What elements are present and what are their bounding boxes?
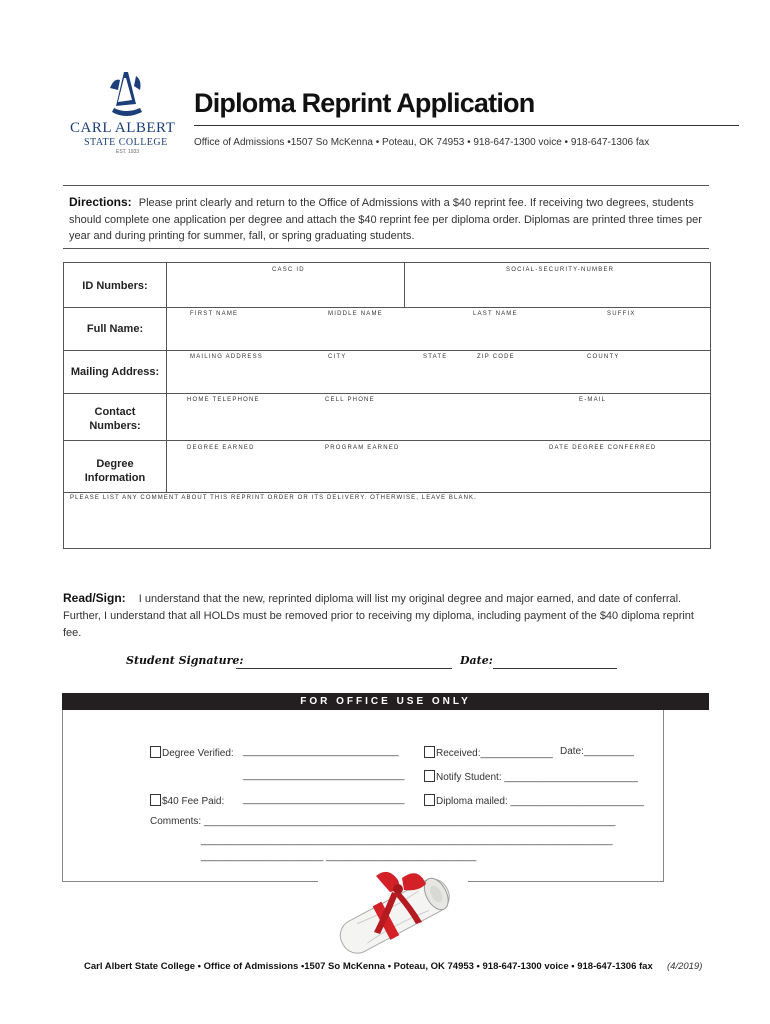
contact-numbers-label: Contact Numbers: [89, 406, 141, 432]
comment-field[interactable]: PLEASE LIST ANY COMMENT ABOUT THIS REPRINT ORDER OR ITS DELIVERY. OTHERWISE, LEAVE BLANK. [70, 495, 477, 501]
directions-bottom-rule [63, 248, 709, 249]
degree-earned-field[interactable]: DEGREE EARNED [187, 445, 255, 451]
form-revision-date: (4/2019) [667, 961, 703, 972]
student-signature-label: Student Signature: [126, 654, 244, 667]
date-label: Date: [460, 654, 493, 667]
directions-label: Directions: [69, 195, 132, 209]
fee-paid-checkbox[interactable] [150, 794, 161, 806]
notify-student-checkbox[interactable] [424, 770, 435, 782]
date-conferred-field[interactable]: DATE DEGREE CONFERRED [549, 445, 657, 451]
notify-student-item[interactable]: Notify Student: ________________________ [424, 770, 638, 783]
middle-name-field[interactable]: MIDDLE NAME [328, 311, 383, 317]
student-signature-line[interactable] [236, 668, 452, 669]
casc-id-field[interactable]: CASC ID [272, 267, 305, 273]
degree-information-label: Degree Information [84, 458, 146, 484]
comments-line-3: ______________________ ___________________________ [201, 851, 477, 862]
fee-paid-item[interactable]: $40 Fee Paid: [150, 794, 224, 807]
comments-line-2: __________________________________________________________________________ [201, 835, 613, 846]
read-sign-section [63, 590, 708, 642]
application-form [63, 262, 711, 549]
mailing-address-field[interactable]: MAILING ADDRESS [190, 354, 264, 360]
county-field[interactable]: COUNTY [587, 354, 620, 360]
footer-address: Carl Albert State College • Office of Admissions •1507 So McKenna • Poteau, OK 74953 • 918-647-1300 voice • 918-647-1306 fax [84, 961, 653, 972]
state-field[interactable]: STATE [423, 354, 448, 360]
last-name-field[interactable]: LAST NAME [473, 311, 518, 317]
city-field[interactable]: CITY [328, 354, 347, 360]
extra-line: _____________________________ [243, 770, 405, 781]
directions-top-rule [63, 185, 709, 186]
degree-verified-item[interactable]: Degree Verified: [150, 746, 234, 759]
received-checkbox[interactable] [424, 746, 435, 758]
received-item[interactable]: Received:_____________ [424, 746, 553, 759]
diploma-scroll-icon [318, 862, 468, 964]
logo-college-subname: STATE COLLEGE [84, 137, 168, 148]
read-sign-text: I understand that the new, reprinted diploma will list my original degree and major earned, and date of conferral. Further, I understand that all HOLDs must be removed prior to receiving my diploma, including payment of the $40 diploma reprint fee. [63, 593, 694, 639]
logo-established: EST. 1933 [116, 149, 140, 155]
diploma-mailed-item[interactable]: Diploma mailed: ________________________ [424, 794, 644, 807]
email-field[interactable]: E-MAIL [579, 397, 607, 403]
program-earned-field[interactable]: PROGRAM EARNED [325, 445, 400, 451]
suffix-field[interactable]: SUFFIX [607, 311, 636, 317]
office-use-header: FOR OFFICE USE ONLY [62, 693, 709, 710]
diploma-mailed-checkbox[interactable] [424, 794, 435, 806]
mailing-address-label: Mailing Address: [70, 366, 160, 378]
signature-date-line[interactable] [493, 668, 617, 669]
home-telephone-field[interactable]: HOME TELEPHONE [187, 397, 260, 403]
ssn-field[interactable]: SOCIAL-SECURITY-NUMBER [506, 267, 615, 273]
directions-section [69, 194, 711, 245]
directions-text: Please print clearly and return to the Office of Admissions with a $40 reprint fee. If receiving two degrees, students should complete one application per degree and attach the $40 reprint fee per diploma order. Diplomas are printed three times per year and during printing for summer, fall, or spring graduating students. [69, 197, 702, 242]
title-divider [194, 125, 739, 126]
degree-verified-line: ____________________________ [243, 746, 399, 757]
logo-college-name: CARL ALBERT [70, 120, 176, 136]
diploma-illustration [318, 862, 468, 964]
degree-verified-checkbox[interactable] [150, 746, 161, 758]
comments-item: Comments: __________________________________________________________________________ [150, 816, 616, 827]
received-date: Date:_________ [560, 746, 634, 757]
fee-paid-line: _____________________________ [243, 794, 405, 805]
viking-ship-icon [106, 68, 146, 120]
zip-code-field[interactable]: ZIP CODE [477, 354, 515, 360]
cell-phone-field[interactable]: CELL PHONE [325, 397, 375, 403]
office-address: Office of Admissions •1507 So McKenna • Poteau, OK 74953 • 918-647-1300 voice • 918-647-1306 fax [194, 137, 650, 148]
id-numbers-label: ID Numbers: [82, 280, 148, 292]
full-name-label: Full Name: [86, 323, 144, 335]
page-title: Diploma Reprint Application [194, 88, 535, 118]
first-name-field[interactable]: FIRST NAME [190, 311, 239, 317]
read-sign-label: Read/Sign: [63, 591, 126, 605]
college-logo [66, 68, 186, 158]
